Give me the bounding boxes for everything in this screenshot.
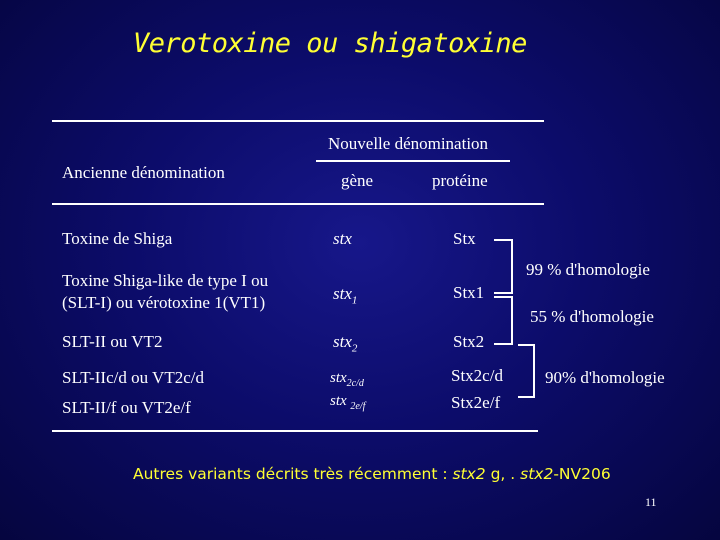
protein-stx2: Stx2 bbox=[453, 332, 485, 351]
protein-stx1: Stx1 bbox=[453, 283, 485, 302]
old-name-slt1-line1: Toxine Shiga-like de type I ou bbox=[62, 271, 269, 290]
old-name-slt2: SLT-II ou VT2 bbox=[62, 332, 163, 351]
homology-stx1-stx2: 55 % d'homologie bbox=[530, 307, 654, 326]
bracket-stx-stx1 bbox=[494, 240, 512, 293]
bracket-stx1-stx2 bbox=[494, 297, 512, 344]
gene-stx: stx bbox=[333, 229, 352, 248]
gene-stx2ef: stx $_{2e/f}$ bbox=[330, 393, 366, 412]
gene-stx1: stx$_1$ bbox=[333, 284, 358, 307]
protein-stx: Stx bbox=[453, 229, 476, 248]
homology-stx2-variants: 90% d'homologie bbox=[545, 368, 665, 387]
homology-stx-stx1: 99 % d'homologie bbox=[526, 260, 650, 279]
protein-stx2cd: Stx2c/d bbox=[451, 366, 503, 385]
footer-note: Autres variants décrits très récemment : stx2 g, . stx2-NV206 bbox=[133, 465, 611, 483]
old-name-slt1-line2: (SLT-I) ou vérotoxine 1(VT1) bbox=[62, 293, 266, 312]
column-header-old-name: Ancienne dénomination bbox=[62, 163, 225, 182]
gene-stx2cd: stx$_{2c/d}$ bbox=[330, 370, 364, 389]
old-name-slt2cd: SLT-IIc/d ou VT2c/d bbox=[62, 368, 204, 387]
bracket-stx2-variants bbox=[518, 345, 534, 397]
protein-stx2ef: Stx2e/f bbox=[451, 393, 501, 412]
header-group-label: Nouvelle dénomination bbox=[328, 134, 489, 153]
old-name-slt2ef: SLT-II/f ou VT2e/f bbox=[62, 398, 191, 417]
old-name-shiga: Toxine de Shiga bbox=[62, 229, 173, 248]
page-number: 11 bbox=[645, 495, 657, 509]
gene-stx2: stx$_2$ bbox=[333, 332, 358, 355]
column-header-protein: protéine bbox=[432, 171, 488, 190]
slide-title: Verotoxine ou shigatoxine bbox=[133, 28, 527, 59]
column-header-gene: gène bbox=[341, 171, 374, 190]
